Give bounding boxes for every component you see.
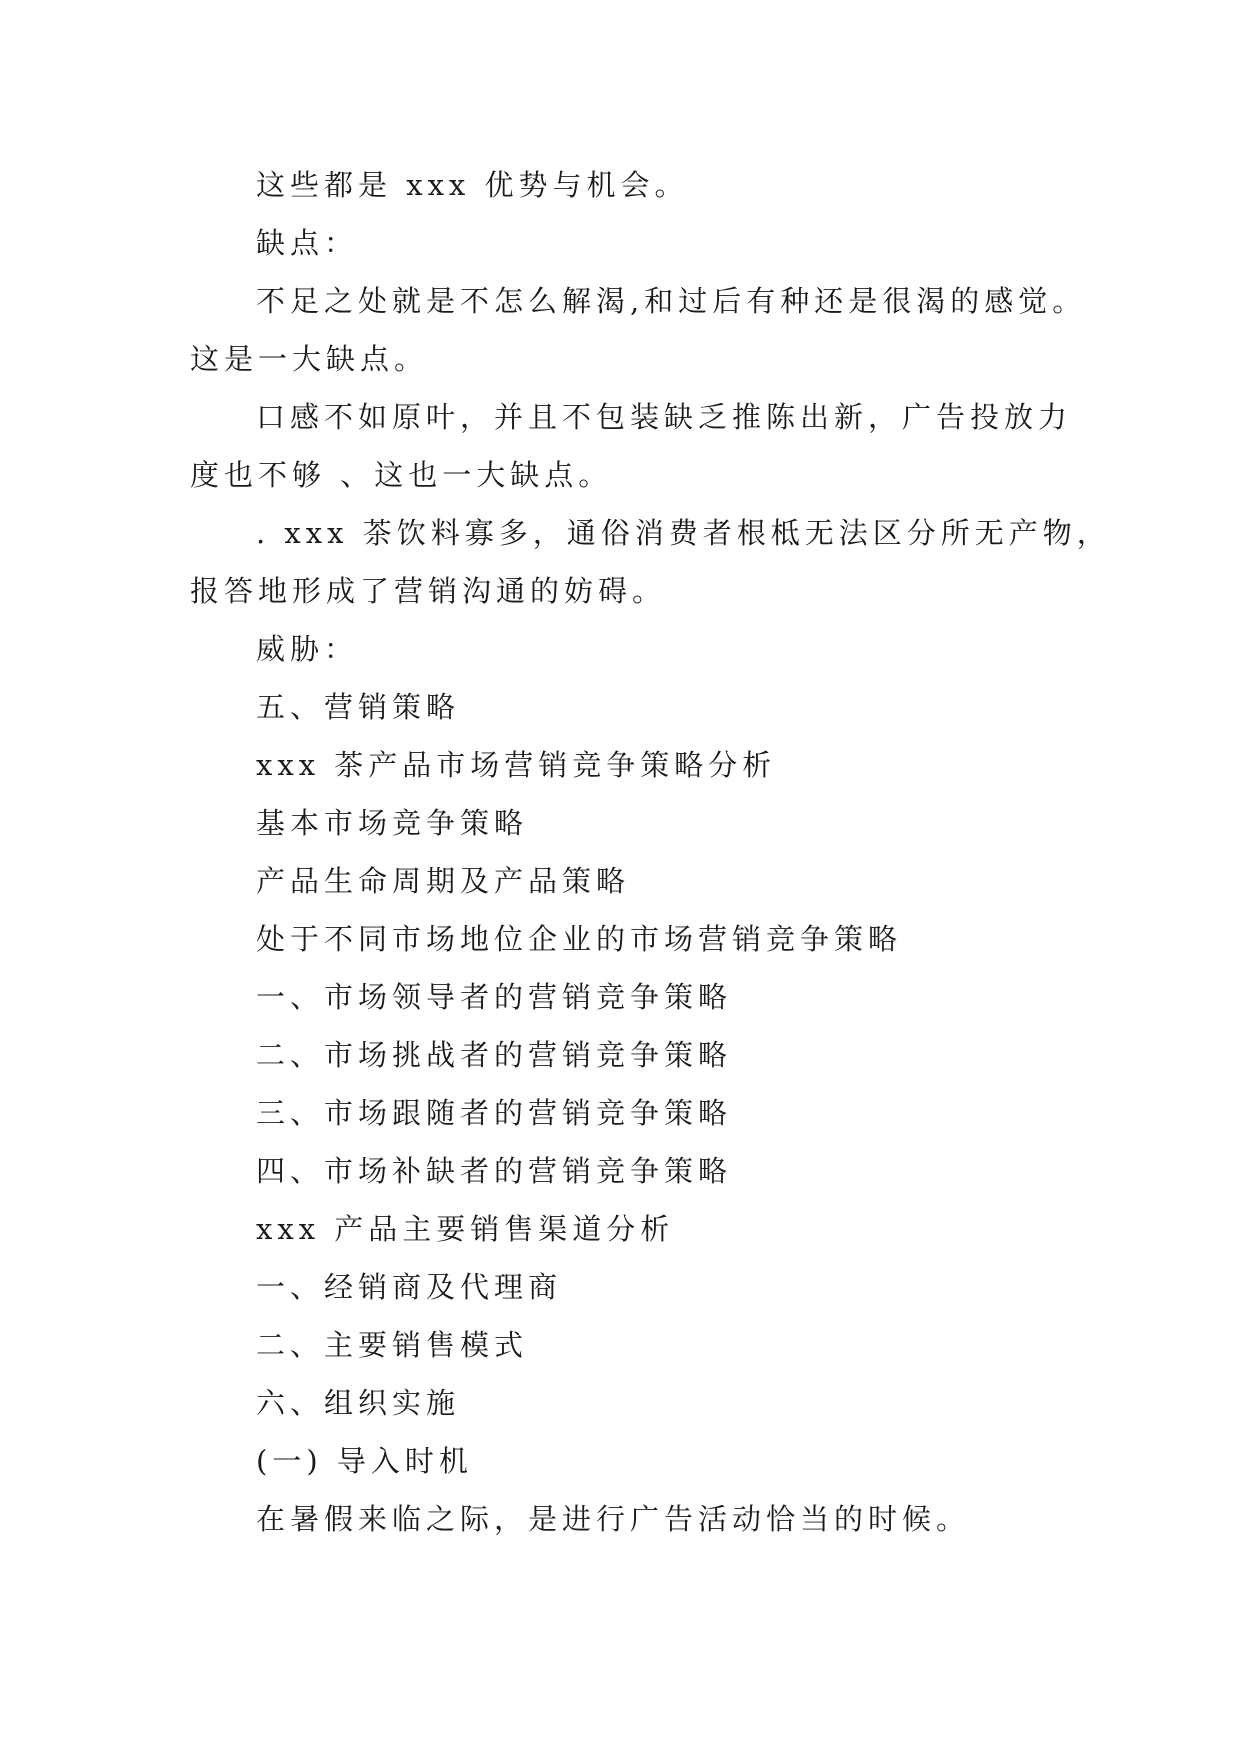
text-line: 处于不同市场地位企业的市场营销竞争策略 — [256, 922, 903, 956]
text-line: 二、主要销售模式 — [256, 1328, 529, 1362]
text-line: 度也不够 、这也一大缺点。 — [190, 458, 613, 492]
text-line: (一) 导入时机 — [256, 1444, 473, 1478]
text-line: 这是一大缺点。 — [190, 342, 429, 376]
text-line: 基本市场竞争策略 — [256, 806, 529, 840]
text-line: 六、组织实施 — [256, 1386, 461, 1420]
text-line: . xxx 茶饮料寡多，通俗消费者根柢无法区分所无产物， — [256, 516, 1111, 550]
text-line: 这些都是 xxx 优势与机会。 — [256, 168, 689, 202]
text-line: xxx 产品主要销售渠道分析 — [256, 1212, 675, 1246]
text-line: 缺点： — [256, 226, 359, 260]
text-line: 一、经销商及代理商 — [256, 1270, 563, 1304]
text-line: 在暑假来临之际，是进行广告活动恰当的时候。 — [256, 1502, 971, 1536]
text-line: 一、市场领导者的营销竞争策略 — [256, 980, 733, 1014]
text-line: 四、市场补缺者的营销竞争策略 — [256, 1154, 733, 1188]
text-line: 不足之处就是不怎么解渴,和过后有种还是很渴的感觉。 — [256, 284, 1087, 318]
text-line: 产品生命周期及产品策略 — [256, 864, 631, 898]
text-line: 口感不如原叶，并且不包装缺乏推陈出新，广告投放力 — [256, 400, 1073, 434]
text-line: 威胁： — [256, 632, 359, 666]
text-line: 三、市场跟随者的营销竞争策略 — [256, 1096, 733, 1130]
text-line: 五、营销策略 — [256, 690, 461, 724]
text-line: 报答地形成了营销沟通的妨碍。 — [190, 574, 667, 608]
text-line: xxx 茶产品市场营销竞争策略分析 — [256, 748, 777, 782]
text-line: 二、市场挑战者的营销竞争策略 — [256, 1038, 733, 1072]
